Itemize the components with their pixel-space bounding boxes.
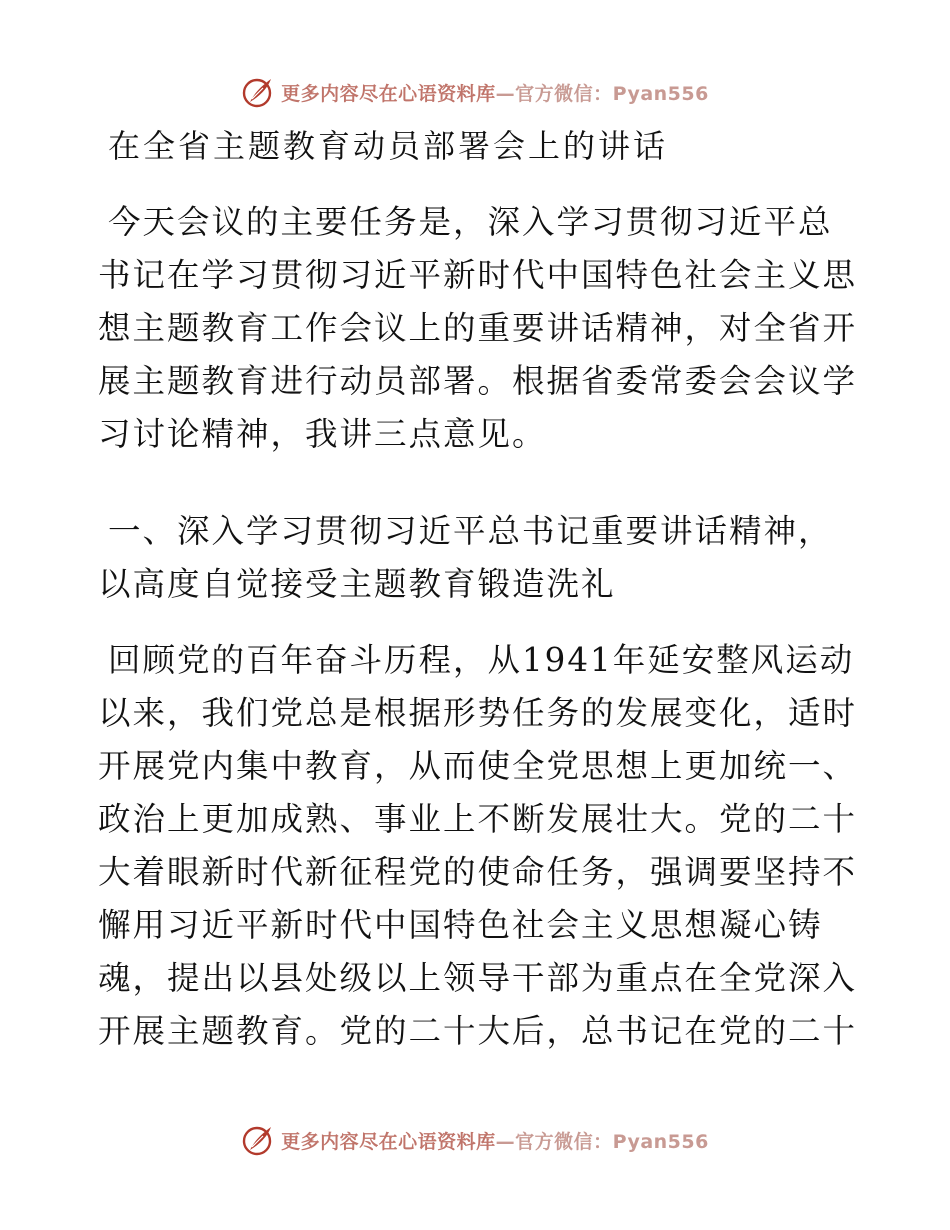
watermark-text [281, 1127, 709, 1154]
paragraph-line: 政治上更加成熟、事业上不断发展壮大。党的二十 [98, 800, 858, 838]
watermark-wechat-label: 官方微信： [515, 1130, 613, 1153]
watermark-banner-top [0, 72, 950, 112]
heading-line: 以高度自觉接受主题教育锻造洗礼 [98, 565, 616, 603]
paragraph-line: 魂，提出以县处级以上领导干部为重点在全党深入 [98, 959, 858, 997]
watermark-text [281, 79, 709, 106]
paragraph-line: 开展主题教育。党的二十大后，总书记在党的二十 [98, 1012, 858, 1050]
watermark-dash: — [495, 82, 516, 105]
paragraph-line: 想主题教育工作会议上的重要讲话精神，对全省开 [98, 309, 858, 347]
paragraph-line: 懈用习近平新时代中国特色社会主义思想凝心铸 [98, 906, 823, 944]
paragraph-line: 大着眼新时代新征程党的使命任务，强调要坚持不 [98, 853, 858, 891]
watermark-wechat-id: Pyan556 [612, 82, 709, 105]
watermark-main-text: 更多内容尽在心语资料库 [281, 1130, 496, 1153]
watermark-dash: — [495, 1130, 516, 1153]
watermark-banner-bottom [0, 1120, 950, 1160]
paragraph-history [98, 634, 858, 1058]
paragraph-line: 回顾党的百年奋斗历程，从1941年延安整风运动 [108, 641, 855, 679]
paragraph-line: 展主题教育进行动员部署。根据省委常委会会议学 [98, 362, 858, 400]
heading-line: 一、深入学习贯彻习近平总书记重要讲话精神， [108, 512, 833, 550]
paragraph-line: 以来，我们党总是根据形势任务的发展变化，适时 [98, 694, 858, 732]
watermark-wechat-id: Pyan556 [612, 1130, 709, 1153]
watermark-wechat-label: 官方微信： [515, 82, 613, 105]
page-title: 在全省主题教育动员部署会上的讲话 [108, 127, 669, 165]
watermark-main-text: 更多内容尽在心语资料库 [281, 82, 496, 105]
paragraph-line: 习讨论精神，我讲三点意见。 [98, 415, 547, 453]
paragraph-intro [98, 196, 858, 461]
section-heading-1 [98, 505, 858, 611]
quill-pen-logo-icon [241, 75, 275, 109]
paragraph-line: 今天会议的主要任务是，深入学习贯彻习近平总 [108, 203, 833, 241]
paragraph-line: 开展党内集中教育，从而使全党思想上更加统一、 [98, 747, 858, 785]
paragraph-line: 书记在学习贯彻习近平新时代中国特色社会主义思 [98, 256, 858, 294]
quill-pen-logo-icon [241, 1123, 275, 1157]
